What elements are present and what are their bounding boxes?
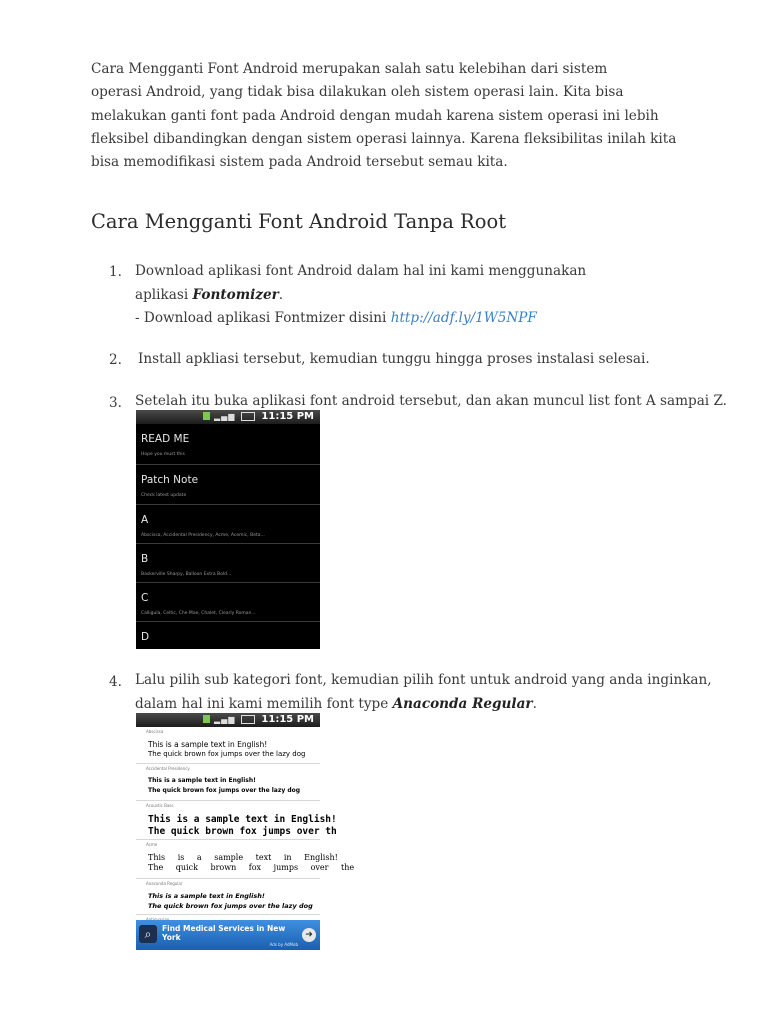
font-preview-item: [136, 840, 355, 879]
sample-line-2: The quick brown fox jumps over the lazy dog: [148, 750, 306, 758]
status-bar: [136, 713, 320, 727]
list-item-subtitle: Check latest update: [141, 493, 187, 498]
sample-line-1: This is a sample text in English!: [148, 892, 265, 900]
text-fragment: - Download aplikasi Fontmizer disini: [135, 310, 391, 326]
status-time: 11:15 PM: [261, 411, 314, 422]
list-item-subtitle: Hope you must this: [141, 452, 185, 457]
list-item-subtitle: Abscissa, Accidental Presidency, Acme, Acemic, Beta...: [141, 533, 265, 538]
sample-line-2: The quick brown fox jumps over th: [148, 826, 337, 837]
list-item: [136, 505, 320, 544]
font-preview-item: [136, 764, 320, 801]
list-item: [136, 583, 320, 622]
step-1-line-3: [135, 307, 537, 330]
font-caption: Accidental Presidency: [146, 766, 190, 771]
section-heading: Cara Mengganti Font Android Tanpa Root: [91, 210, 507, 233]
list-item-title: C: [141, 592, 149, 604]
text-fragment: .: [278, 287, 284, 303]
search-icon: ⌕: [139, 925, 157, 943]
arrow-right-icon: ➜: [302, 928, 316, 942]
step-number: 1.: [109, 264, 122, 280]
sample-line-1: This is a sample text in English!: [148, 853, 338, 862]
list-item-title: Patch Note: [141, 474, 199, 486]
font-caption: Anaconda Regular: [146, 881, 183, 886]
step-1-line-2: [135, 284, 283, 307]
list-item-title: A: [141, 514, 149, 526]
list-item-title: B: [141, 553, 149, 565]
sample-line-2: The quick brown fox jumps over the lazy dog: [148, 787, 301, 794]
font-preview-item: [136, 727, 320, 764]
intro-line: Cara Mengganti Font Android merupakan salah satu kelebihan dari sistem: [91, 61, 608, 77]
font-caption: Abscissa: [146, 729, 164, 734]
list-item: [136, 544, 320, 583]
list-item: [136, 424, 320, 465]
list-item: [136, 465, 320, 505]
intro-line: melakukan ganti font pada Android dengan mudah karena sistem operasi ini lebih: [91, 107, 659, 124]
font-caption: Acoustic Bass: [146, 803, 174, 808]
notification-icon: [203, 412, 210, 420]
list-item-subtitle: Baskerville Sharpy, Balloon Extra Bold...: [141, 572, 232, 577]
text-fragment: aplikasi: [135, 287, 193, 303]
font-list-screenshot: [136, 410, 320, 649]
font-preview-item: [136, 801, 337, 840]
signal-icon: ▂▄▆: [213, 715, 236, 724]
sample-line-1: This is a sample text in English!: [148, 740, 268, 749]
step-3-text: Setelah itu buka aplikasi font android tersebut, dan akan muncul list font A sampai Z.: [135, 393, 728, 409]
sample-line-2: The quick brown fox jumps over the: [148, 863, 355, 872]
step-number: 4.: [109, 674, 122, 690]
notification-icon: [203, 715, 210, 723]
sample-line-2: The quick brown fox jumps over the lazy dog: [148, 902, 313, 910]
sample-line-1: This is a sample text in English!: [148, 814, 337, 825]
step-number: 2.: [109, 352, 122, 368]
list-item-title: READ ME: [141, 433, 190, 445]
list-item: [136, 622, 320, 662]
step-1-line-1: Download aplikasi font Android dalam hal ini kami menggunakan: [135, 263, 587, 279]
intro-line: bisa memodifikasi sistem pada Android tersebut semau kita.: [91, 154, 508, 171]
signal-icon: ▂▄▆: [213, 412, 236, 421]
intro-line: fleksibel dibandingkan dengan sistem operasi lainnya. Karena fleksibilitas inilah kita: [91, 130, 677, 147]
ad-banner[interactable]: [136, 920, 320, 950]
status-time: 11:15 PM: [261, 714, 314, 725]
sample-line-1: This is a sample text in English!: [148, 777, 256, 784]
ad-title: Find Medical Services in New York: [162, 924, 286, 942]
font-name: Anaconda Regular: [392, 696, 533, 712]
list-item-subtitle: Calligula, Celtic, Che Mae, Chalet, Clearly Roman...: [141, 611, 256, 616]
text-fragment: dalam hal ini kami memilih font type: [135, 696, 393, 712]
font-preview-screenshot: [136, 713, 355, 950]
text-fragment: .: [532, 696, 537, 712]
download-link[interactable]: http://adf.ly/1W5NPF: [390, 310, 537, 326]
list-item-title: D: [141, 631, 150, 643]
ad-attribution: Ads by AdMob: [269, 942, 298, 947]
intro-paragraph: [91, 58, 677, 174]
step-2-text: Install apkliasi tersebut, kemudian tunggu hingga proses instalasi selesai.: [138, 351, 650, 367]
app-name: Fontomizer: [192, 287, 279, 303]
status-bar: [136, 410, 320, 424]
font-caption: Acme: [146, 842, 158, 847]
battery-icon: [241, 412, 255, 421]
step-4-line-1: Lalu pilih sub kategori font, kemudian pilih font untuk android yang anda inginkan,: [135, 672, 712, 688]
step-number: 3.: [109, 395, 122, 411]
battery-icon: [241, 715, 255, 724]
intro-line: operasi Android, yang tidak bisa dilakukan oleh sistem operasi lain. Kita bisa: [91, 84, 624, 101]
font-preview-item: [136, 879, 320, 915]
